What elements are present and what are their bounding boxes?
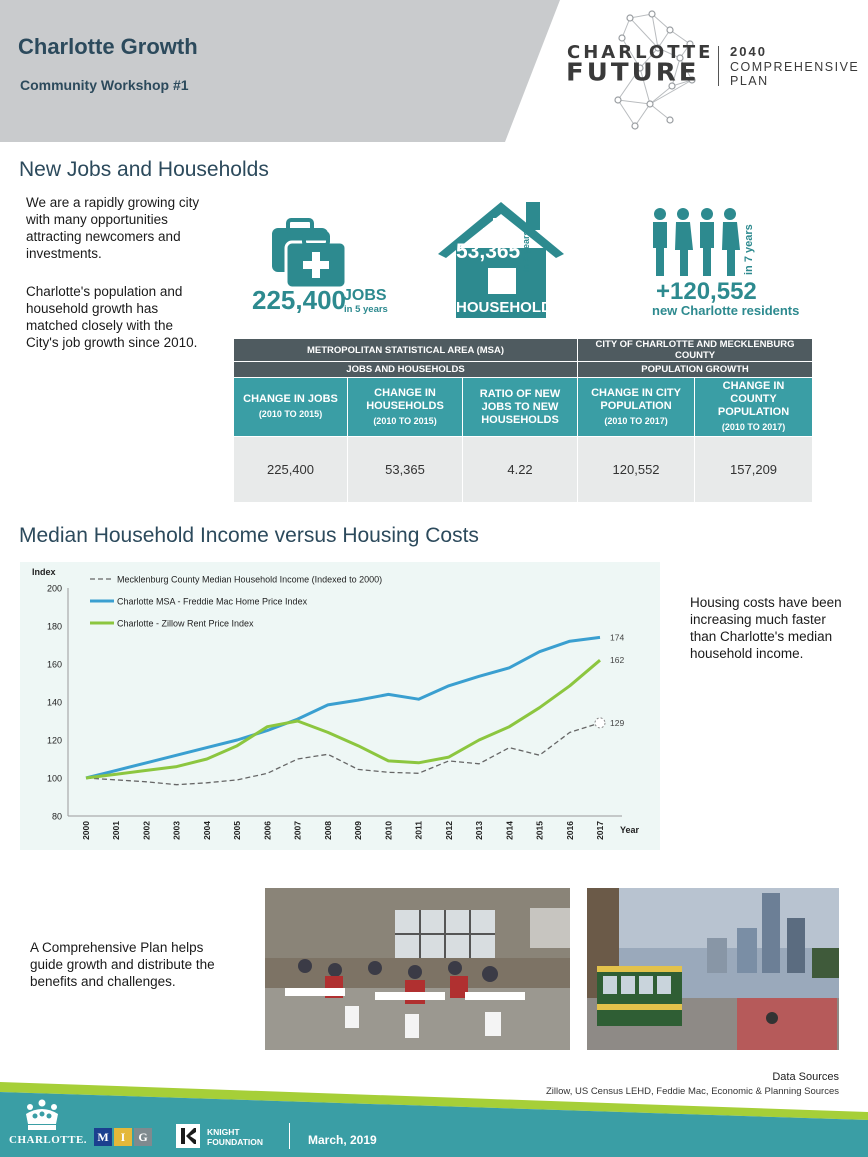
x-tick-label: 2012	[443, 821, 454, 840]
table-cell: 53,365	[348, 437, 463, 503]
x-tick-label: 2011	[413, 821, 424, 840]
streetcar-photo	[587, 888, 839, 1050]
mig-letter: G	[134, 1128, 152, 1146]
table-cell: 4.22	[463, 437, 578, 503]
y-tick-label: 80	[51, 811, 62, 822]
x-tick-label: 2000	[81, 821, 91, 840]
income-housing-chart	[20, 562, 660, 850]
jobs-intro-paragraph: We are a rapidly growing city with many opportunities attracting newcomers and investments.	[26, 195, 200, 261]
jobs-value: 225,400	[252, 285, 346, 315]
page-title: Charlotte Growth	[18, 34, 198, 59]
x-tick-label: 2006	[262, 821, 273, 840]
y-axis-title: Index	[32, 567, 56, 577]
x-tick-label: 2008	[322, 821, 333, 840]
series-line	[86, 660, 600, 778]
workshop-photo	[265, 888, 570, 1050]
series-end-label: 162	[610, 655, 625, 666]
table-header-cell: CHANGE IN HOUSEHOLDS (2010 TO 2015)	[348, 378, 463, 437]
data-sources-text: Zillow, US Census LEHD, Feddie Mac, Economic & Planning Sources	[545, 1086, 839, 1097]
logo-word-charlotte: CHARLOTTE	[567, 42, 714, 63]
x-tick-label: 2002	[141, 821, 152, 840]
mig-logo	[94, 1128, 152, 1146]
x-tick-label: 2016	[564, 821, 575, 840]
x-tick-label: 2005	[232, 821, 243, 840]
residents-value: +120,552	[656, 278, 757, 305]
y-tick-label: 200	[46, 583, 62, 594]
table-group-city-county: CITY OF CHARLOTTE AND MECKLENBURG COUNTY	[578, 339, 813, 362]
series-end-label: 129	[610, 717, 625, 728]
series-end-label: 174	[610, 632, 625, 643]
mig-letter: I	[114, 1128, 132, 1146]
footer-charlotte-wordmark: CHARLOTTE.	[9, 1134, 88, 1146]
knight-foundation-icon	[176, 1124, 200, 1148]
table-header-cell: CHANGE IN COUNTY POPULATION (2010 TO 2017)	[695, 378, 813, 437]
jobs-label: JOBS	[343, 287, 387, 304]
y-tick-label: 120	[46, 735, 62, 746]
table-sub-population-growth: POPULATION GROWTH	[578, 362, 813, 378]
y-tick-label: 160	[46, 659, 62, 670]
income-section-heading: Median Household Income versus Housing Costs	[19, 524, 479, 547]
y-tick-label: 180	[46, 621, 62, 632]
income-note: Housing costs have been increasing much faster than Charlotte's median household income.	[690, 595, 842, 661]
y-tick-label: 140	[46, 697, 62, 708]
legend-label: Charlotte MSA - Freddie Mac Home Price Index	[117, 596, 308, 607]
logo-comprehensive: COMPREHENSIVE	[730, 60, 860, 74]
logo-plan: PLAN	[730, 74, 769, 88]
logo-divider	[718, 46, 719, 86]
mig-letter: M	[94, 1128, 112, 1146]
plan-paragraph: A Comprehensive Plan helps guide growth and distribute the benefits and challenges.	[30, 940, 215, 989]
x-tick-label: 2009	[353, 821, 364, 840]
jobs-section-heading: New Jobs and Households	[19, 158, 269, 181]
residents-people-icon	[650, 207, 742, 277]
table-header-cell: CHANGE IN CITY POPULATION (2010 TO 2017)	[578, 378, 695, 437]
footer-divider	[289, 1123, 290, 1149]
x-tick-label: 2004	[201, 821, 212, 840]
growth-stats-table	[233, 338, 813, 503]
households-value: 53,365	[456, 240, 521, 263]
x-tick-label: 2010	[383, 821, 394, 840]
x-tick-label: 2013	[474, 821, 485, 840]
residents-label: new Charlotte residents	[652, 303, 800, 318]
logo-word-future: FUTURE	[566, 58, 700, 88]
table-header-cell: CHANGE IN JOBS (2010 TO 2015)	[234, 378, 348, 437]
page-subtitle: Community Workshop #1	[20, 77, 189, 93]
series-end-marker	[595, 718, 605, 728]
x-tick-label: 2015	[534, 821, 545, 840]
line-chart-svg	[20, 562, 660, 850]
data-sources-heading: Data Sources	[772, 1071, 839, 1083]
jobs-growth-paragraph: Charlotte's population and household growth has matched closely with the City's job growth since 2010.	[26, 284, 198, 350]
x-tick-label: 2007	[292, 821, 303, 840]
series-line	[86, 637, 600, 778]
table-header-cell: RATIO OF NEW JOBS TO NEW HOUSEHOLDS	[463, 378, 578, 437]
logo-year: 2040	[730, 44, 767, 59]
households-period: in 5 years	[521, 230, 531, 272]
briefcase-icon	[270, 218, 350, 290]
x-tick-label: 2014	[504, 821, 515, 840]
table-group-msa: METROPOLITAN STATISTICAL AREA (MSA)	[234, 339, 578, 362]
table-cell: 225,400	[234, 437, 348, 503]
x-tick-label: 2003	[171, 821, 182, 840]
table-cell: 157,209	[695, 437, 813, 503]
y-tick-label: 100	[46, 773, 62, 784]
table-sub-jobs-households: JOBS AND HOUSEHOLDS	[234, 362, 578, 378]
legend-label: Mecklenburg County Median Household Income (Indexed to 2000)	[117, 574, 383, 585]
series-line	[86, 723, 600, 785]
x-tick-label: 2017	[595, 821, 605, 840]
table-cell: 120,552	[578, 437, 695, 503]
jobs-period: in 5 years	[344, 304, 388, 315]
charlotte-crown-icon	[22, 1098, 62, 1132]
knight-foundation-wordmark: KNIGHT FOUNDATION	[207, 1127, 264, 1147]
x-tick-label: 2001	[111, 821, 122, 840]
residents-period: in 7 years	[743, 224, 755, 275]
x-axis-title: Year	[620, 825, 640, 835]
footer-date: March, 2019	[308, 1133, 377, 1147]
legend-label: Charlotte - Zillow Rent Price Index	[117, 618, 254, 629]
households-label: HOUSEHOLDS	[456, 299, 562, 316]
